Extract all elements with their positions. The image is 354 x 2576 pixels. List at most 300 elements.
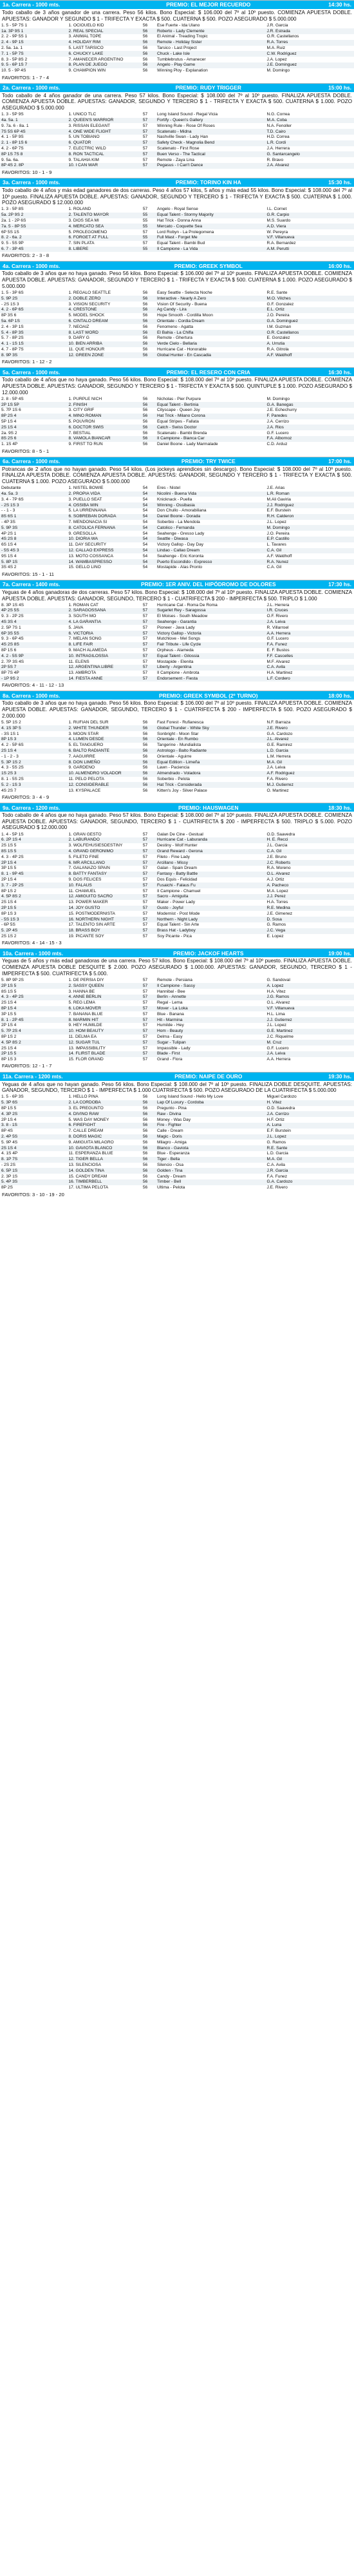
- table-row: [0, 1123, 354, 1129]
- table-row: [0, 1106, 354, 1112]
- table-row: [0, 51, 354, 57]
- table-row: [0, 1185, 354, 1191]
- form-record: 5. 8P 1S: [0, 559, 68, 565]
- jockey: R.E. Sante: [266, 291, 288, 296]
- jockey: J.E. Arias: [266, 486, 285, 491]
- race-number: 6a. Carrera - 1000 mts.: [3, 458, 61, 465]
- pedigree: Remote - Ghertura: [157, 336, 192, 341]
- form-record: 4. 5P 8S 2: [0, 894, 68, 900]
- horse-name: 9. DOS FELICES: [68, 877, 102, 882]
- form-record: 1a. 3P 9S 1: [0, 28, 68, 34]
- table-row: [0, 777, 354, 783]
- table-row: [0, 525, 354, 531]
- pedigree: Endorsement - Fiesta: [156, 676, 266, 682]
- horse-name: 8. CATOLICA FERNANA: [68, 525, 135, 531]
- weight: 54: [135, 537, 156, 542]
- form-record: - 3S 1S 1: [1, 731, 19, 736]
- pedigree: Equal Talent - Gilossia: [156, 653, 266, 659]
- race-header: [0, 368, 354, 376]
- horse-name: 6. FIREFIGHT: [68, 1123, 135, 1129]
- jockey: F.A. Albornoz: [266, 436, 354, 442]
- horse-name: 10. HOM BEAUTY: [68, 1029, 135, 1035]
- pedigree: Sugar - Tulipan: [156, 1040, 266, 1045]
- pedigree: Lap Of Luxury - Cordoba: [156, 1100, 266, 1106]
- weight: 57: [142, 866, 148, 871]
- weight: 57: [142, 207, 148, 212]
- horse-name: 7. BANANA BLUE: [68, 1011, 103, 1016]
- pedigree: Pioneer - Java Lady: [157, 625, 195, 630]
- pedigree: Seahenge - Gresso Lady: [157, 531, 205, 536]
- form-record: 2. 4 - 3P 1S: [1, 324, 24, 329]
- form-record: 1. 5 - 3P 6S: [1, 291, 24, 296]
- weight: 56: [142, 34, 148, 39]
- horse-name: 5. FILETO FINE: [68, 854, 99, 859]
- jockey: F. Paredes: [266, 414, 354, 419]
- table-row: [0, 1129, 354, 1134]
- weight: 56: [135, 307, 156, 313]
- jockey: G.E. Ramirez: [266, 743, 293, 748]
- entries-table: [0, 112, 354, 169]
- horse-name: 11. DELMA EA: [68, 1034, 97, 1039]
- race-number: 2a. Carrera - 1000 mts.: [3, 84, 61, 91]
- horse-name: 8. DON LIMEÑO: [68, 759, 135, 765]
- form-record: 5. 9P 2S: [0, 296, 68, 301]
- table-row: [0, 1163, 354, 1169]
- weight: 57: [135, 928, 156, 934]
- weight: 54: [142, 519, 148, 524]
- pedigree: El Moises - South Meadow: [157, 614, 208, 619]
- entries-table: [0, 396, 354, 447]
- entries-table: [0, 602, 354, 682]
- race-section: [0, 948, 354, 1071]
- horse-name: 16. NORTHERN NIGHT: [68, 917, 135, 922]
- form-record: 5a. 2P 9S 2: [0, 213, 68, 218]
- table-row: [0, 1017, 354, 1023]
- jockey: A.F. Waldhoff: [266, 352, 354, 358]
- weight: 56: [142, 442, 148, 447]
- table-row: [0, 1045, 354, 1051]
- pedigree: Fast Forest - Rufianesca: [157, 720, 204, 725]
- favorites: FAVORITOS: 3 - 10 - 19 - 20: [2, 1191, 64, 1197]
- form-record: 2. 4 - 9P 1S: [0, 40, 68, 46]
- pedigree: Galan - Spain Dream: [157, 866, 197, 871]
- jockey: E. Lopez: [266, 933, 284, 939]
- jockey: R.A. Gitrola: [266, 347, 289, 352]
- weight: 56: [135, 725, 156, 731]
- pedigree: Fenomeno - Agatta: [157, 324, 194, 329]
- form-record: 6P 3S 5S: [0, 631, 68, 636]
- horse-name: 5. UN TOBIANO: [68, 135, 100, 140]
- table-row: [0, 402, 354, 408]
- form-record: 2S 1S 4: [0, 749, 68, 754]
- form-record: 8. 1P 7S: [0, 1157, 68, 1163]
- horse-name: 8. VAMOLA BIANCAR: [68, 436, 135, 442]
- table-row: [0, 978, 354, 984]
- pedigree: Equal Talent - Stormy Majority: [156, 213, 266, 218]
- pedigree: Hope Smooth - Cordilla Moon: [157, 313, 213, 318]
- pedigree: Arcillano - Missy: [156, 860, 266, 866]
- weight: 57: [142, 146, 148, 151]
- weight: 56: [142, 396, 148, 401]
- jockey: G.F. Gonzalez: [266, 301, 294, 307]
- table-row: [0, 28, 354, 34]
- weight: 57: [142, 933, 148, 939]
- table-row: [0, 1011, 354, 1017]
- weight: 56: [135, 414, 156, 419]
- form-record: 1. 1S 4P: [1, 442, 18, 447]
- table-row: [0, 894, 354, 900]
- pedigree: Verde Cielo - Bellaria: [156, 341, 266, 347]
- form-record: 6S 1S 4: [1, 542, 17, 548]
- jockey: R. Bravo: [266, 157, 284, 162]
- horse-name: 1. HELLO PINA: [68, 1094, 98, 1100]
- table-row: [0, 754, 354, 759]
- pedigree: Easy Seattle - Selecta Noche: [157, 291, 212, 296]
- form-record: 4S 3S 4: [0, 620, 68, 625]
- pedigree: Impassible - Lady: [157, 1045, 191, 1051]
- horse-name: 2. FINISH: [68, 402, 135, 408]
- horse-name: 4. OSSIBA WIN: [68, 502, 135, 508]
- weight: 56: [142, 1185, 148, 1190]
- weight: 57: [135, 983, 156, 989]
- entries-table: [0, 207, 354, 252]
- weight: 57: [142, 911, 148, 916]
- form-record: 1. 3 - 5P 9S: [1, 112, 24, 117]
- pedigree: Catolico - Fernanda: [156, 525, 266, 531]
- horse-name: 11. DAY SECURITY: [68, 542, 107, 548]
- horse-name: 5. LA URRENNANA: [68, 508, 107, 513]
- table-row: [0, 1029, 354, 1035]
- race-section: [0, 691, 354, 803]
- horse-name: 2. LABURANDO: [68, 837, 135, 843]
- jockey: J.L. Herrera: [266, 602, 290, 607]
- jockey: L.R. Roman: [266, 491, 354, 497]
- horse-name: 4. CRESTONE: [68, 307, 135, 313]
- jockey: L.F. Cordero: [266, 676, 354, 682]
- horse-name: 7. ELECTRIC WILD: [68, 146, 106, 151]
- jockey: V.F. Villanueva: [266, 235, 354, 241]
- table-row: [0, 514, 354, 520]
- horse-name: 10. BIEN ARRIBA: [68, 341, 135, 347]
- table-row: [0, 648, 354, 654]
- table-row: [0, 631, 354, 636]
- table-row: [0, 989, 354, 995]
- jockey: R.A. Moreno: [266, 866, 291, 871]
- horse-name: 14. GOLDEN TINA: [68, 1168, 135, 1174]
- form-record: 8P 4S 2. 8P: [0, 163, 68, 169]
- weight: 57: [135, 163, 156, 169]
- form-record: 8. 3 - 5P 8S 2: [1, 57, 28, 62]
- jockey: A.A. Herrera: [266, 1057, 291, 1062]
- weight: 56: [142, 1151, 148, 1156]
- table-row: [0, 731, 354, 737]
- pedigree: Angelo - Play Game: [156, 62, 266, 68]
- weight: 56: [142, 313, 148, 318]
- horse-name: 4. ONE WIDE FLIGHT: [68, 129, 135, 135]
- table-row: [0, 163, 354, 169]
- horse-name: 6. LOKA MOVER: [68, 1006, 135, 1012]
- weight: 57: [135, 894, 156, 900]
- jockey: H. E. Recci: [266, 837, 354, 843]
- race-program: [0, 0, 354, 1200]
- weight: 57: [142, 1011, 148, 1016]
- race-header: [0, 262, 354, 270]
- horse-name: 10. DIORIA WA: [68, 537, 135, 542]
- pedigree: Lindao - Callao Dream: [156, 548, 266, 554]
- form-record: 2P 1S 5: [0, 1051, 68, 1057]
- pedigree: Daniel Boone - Lady Marmalade: [157, 442, 218, 447]
- jockey: M.A. Gil: [266, 759, 354, 765]
- form-record: 2. 3P 1S: [1, 1174, 18, 1179]
- horse-name: 4. MERCATO SEA: [68, 224, 135, 229]
- table-row: [0, 843, 354, 849]
- race-header: [0, 803, 354, 812]
- pedigree: Fortify - Queen's Gallery: [156, 118, 266, 124]
- horse-name: 4. DIVINO RAW: [68, 1111, 135, 1117]
- race-section: [0, 0, 354, 83]
- jockey: J.E. Echechurry: [266, 408, 297, 413]
- form-record: 9. 3 - 6P 4S: [1, 636, 24, 642]
- weight: 56: [142, 1094, 148, 1100]
- table-row: [0, 1145, 354, 1151]
- form-record: 7a. 5 - 8P 5S: [0, 224, 68, 229]
- weight: 57: [142, 241, 148, 246]
- form-record: 2S 1S 4: [0, 1145, 68, 1151]
- pedigree: Mostapide - Alas Pronto: [157, 565, 203, 570]
- form-record: - 5S 4S 3: [0, 548, 68, 554]
- table-row: [0, 68, 354, 74]
- horse-name: 8. LIBERE: [68, 247, 135, 253]
- horse-name: 17. ULTIMA PELOTA: [68, 1185, 109, 1190]
- pedigree: Equal Talent - Bertinia: [156, 402, 266, 408]
- horse-name: 1. OCIOUELO KID: [68, 23, 104, 28]
- race-time: 16:30 hs.: [328, 368, 351, 376]
- jockey: J.C. Riquelme: [266, 1034, 293, 1039]
- race-conditions: Todo caballo de 4 años que no haya ganado. Peso 56 kilos. Bono Especial: $ 108.000 del 7º al 10º puesto. FINALIZA APUESTA DOBLE. COMIENZA APUESTA DOBLE. APUESTAS: GANADOR, SEGUNDO Y TERCERO $ 1 - TRIFECTA Y EXACTA $ 500. QUINTUPLE $ 1.000. POZO ASEGURADO $ 12.000.000: [2, 377, 352, 396]
- weight: 56: [135, 296, 156, 301]
- weight: 56: [135, 1123, 156, 1129]
- jockey: M. Domingo: [266, 68, 290, 73]
- form-record: 5. 9P 3S: [0, 525, 68, 531]
- weight: 57: [135, 1051, 156, 1057]
- horse-name: 4. GRAND GERONIMO: [68, 849, 135, 855]
- jockey: E.F. Burstein: [266, 1129, 291, 1134]
- form-record: 4P 2S 5S: [0, 608, 68, 614]
- jockey: H.A. Martinez: [266, 671, 293, 676]
- weight: 56: [142, 291, 148, 296]
- form-record: - 2S 2S: [1, 1163, 15, 1167]
- weight: 54: [135, 491, 156, 497]
- horse-name: 3. MOON STAR: [68, 731, 99, 736]
- weight: 56: [142, 347, 148, 352]
- horse-name: 7. MENDONACIA SI: [68, 519, 107, 524]
- pedigree: Vision Of Security - Buena: [157, 301, 207, 307]
- horse-name: 4. MINO ROMAN: [68, 414, 135, 419]
- weight: 56: [135, 402, 156, 408]
- jockey: L.R. Cordi: [266, 140, 354, 146]
- weight: 54: [142, 565, 148, 570]
- form-record: 3. 8 - 1S: [0, 1123, 68, 1129]
- pedigree: Soberbio - Pelota: [157, 777, 190, 781]
- table-row: [0, 291, 354, 296]
- weight: 57: [135, 642, 156, 648]
- pedigree: Daniel Boone - Dorada: [156, 514, 266, 520]
- pedigree: Candy - Dream: [157, 1174, 186, 1179]
- pedigree: Mercato - Coquette Sea: [156, 224, 266, 229]
- form-record: 8P 1S 3: [0, 737, 68, 743]
- horse-name: 9. AMIGUITA MILAGRO: [68, 1140, 114, 1145]
- table-row: [0, 665, 354, 671]
- weight: 56: [142, 46, 148, 51]
- horse-name: 8. LAST WORD: [68, 330, 135, 336]
- horse-name: 13. SILENCIOSA: [68, 1163, 102, 1167]
- table-row: [0, 771, 354, 777]
- horse-name: 11. QUE HONOUR: [68, 347, 105, 352]
- horse-name: 3. SOUTH MO: [68, 614, 97, 619]
- weight: 56: [135, 1100, 156, 1106]
- table-row: [0, 934, 354, 940]
- weight: 56: [142, 788, 148, 793]
- weight: 56: [142, 336, 148, 341]
- race-time: 18:30 hs.: [328, 804, 351, 811]
- jockey: N.G. Correa: [266, 112, 290, 117]
- pedigree: Il Campione - La Vida: [156, 247, 266, 253]
- pedigree: Chuck - Lake Isle: [156, 51, 266, 57]
- pedigree: Global Hunter - En Cascadia: [156, 352, 266, 358]
- table-row: [0, 849, 354, 855]
- pedigree: Buen Verso - The Tactical: [156, 151, 266, 157]
- form-record: 8P 1S 3: [1, 911, 17, 916]
- table-row: [0, 224, 354, 229]
- table-row: [0, 548, 354, 554]
- favorites: FAVORITOS: 12 - 1 - 7: [2, 1063, 52, 1069]
- form-record: 2P 1S 4: [1, 877, 17, 882]
- weight: 57: [142, 1045, 148, 1051]
- race-section: [0, 803, 354, 948]
- horse-name: 3. WOLFEHUSIESDESTINY: [68, 843, 123, 848]
- pedigree: Victory Gallop - Day Day: [157, 542, 204, 548]
- horse-name: 13. KYSPALACE: [68, 788, 101, 793]
- pedigree: Angelo - Royal Sense: [157, 207, 198, 212]
- table-row: [0, 1100, 354, 1106]
- pedigree: Long Island Sound - Hello My Love: [157, 1094, 223, 1100]
- weight: 57: [135, 665, 156, 671]
- jockey: E. F. Bustos: [266, 648, 290, 653]
- horse-name: 7. AMANECER ARGENTINO: [68, 57, 124, 62]
- weight: 56: [135, 51, 156, 57]
- weight: 56: [135, 1145, 156, 1151]
- weight: 57: [142, 877, 148, 882]
- horse-name: 2. PROPIA VIDA: [68, 491, 135, 497]
- jockey: J.A. Leiva: [266, 1051, 354, 1057]
- jockey: J.A. Cerrizo: [266, 419, 289, 424]
- jockey: O.R. Castellanos: [266, 330, 354, 336]
- jockey: M.A. Ruiz: [266, 46, 286, 51]
- horse-name: 4. LA GARANTIA: [68, 620, 135, 625]
- race-number: 9a. Carrera - 1200 mts.: [3, 804, 61, 811]
- horse-name: 2. QUEEN'S WARRIOR: [68, 118, 135, 124]
- weight: 56: [142, 731, 148, 736]
- weight: 54: [135, 548, 156, 554]
- table-row: [0, 782, 354, 788]
- form-record: 1. 3 - 5P 8S: [1, 207, 24, 212]
- jockey: L.D. Garcia: [266, 1151, 288, 1156]
- jockey: L. Tavares: [266, 542, 286, 548]
- pedigree: Tiger - Bella: [156, 1157, 266, 1163]
- table-row: [0, 436, 354, 442]
- jockey: O.L. Alvarez: [266, 1000, 290, 1006]
- horse-name: 5. WAS DAY MONEY: [68, 1117, 109, 1122]
- pedigree: Grand Reward - Gerona: [156, 849, 266, 855]
- horse-name: 3. RISSAN ELEGANT: [68, 123, 110, 128]
- weight: 54: [135, 559, 156, 565]
- pedigree: Ese Fuerte - Ida Ulano: [157, 23, 200, 28]
- jockey: J.L. Lopez: [266, 519, 286, 524]
- form-record: 5. 3P 1S 2: [0, 759, 68, 765]
- table-row: [0, 877, 354, 883]
- horse-name: 1. RUFIAN DEL SUR: [68, 720, 109, 725]
- race-header: [0, 457, 354, 466]
- table-row: [0, 319, 354, 325]
- form-record: 4. 3 - 4P 2S: [0, 995, 68, 1000]
- race-prize: PREMIO: EL MEJOR RECUERDO: [166, 1, 251, 8]
- race-time: 16:00 hs.: [328, 262, 351, 269]
- weight: 56: [142, 1129, 148, 1134]
- pedigree: Il Campione - Chamuel: [157, 888, 201, 893]
- form-record: - 5S 1S 3: [0, 917, 68, 922]
- form-record: 2. 5a. 1a. 1: [1, 46, 23, 51]
- weight: 56: [135, 1111, 156, 1117]
- pedigree: Dos Equis - Felicidad: [157, 877, 198, 882]
- horse-name: 12. AMIGUITO SACRO: [68, 894, 135, 900]
- form-record: 9. 7a. 6 - 8a. 1: [1, 123, 29, 128]
- jockey: J.E. Rivero: [266, 725, 354, 731]
- horse-name: 3. VISION SECURITY: [68, 301, 111, 307]
- jockey: A. Lopez: [266, 983, 354, 989]
- form-record: 7. 1 - 5P 7S: [0, 51, 68, 57]
- jockey: D. Sosa: [266, 917, 354, 922]
- table-row: [0, 414, 354, 419]
- pedigree: Hurricane Cat - Honorable: [157, 347, 207, 352]
- table-row: [0, 336, 354, 341]
- jockey: R.A. Nunez: [266, 559, 354, 565]
- weight: 56: [142, 743, 148, 748]
- weight: 55: [135, 224, 156, 229]
- form-record: 4. 2 - 5S 9P: [0, 653, 68, 659]
- race-header: [0, 949, 354, 957]
- weight: 56: [142, 301, 148, 307]
- table-row: [0, 625, 354, 631]
- form-record: 2a. 1 - 2P 6S: [1, 218, 26, 224]
- table-row: [0, 928, 354, 934]
- table-row: [0, 430, 354, 436]
- jockey: M.A. Coba: [266, 118, 354, 124]
- pedigree: Seattle - Diwasa: [156, 537, 266, 542]
- form-record: 5. 4P 3S: [0, 1179, 68, 1185]
- form-record: 6. 2P 1S 4: [0, 837, 68, 843]
- pedigree: Cityscape - Queen Joy: [157, 408, 200, 413]
- horse-name: 3. ANIMAL TOPE: [68, 34, 102, 39]
- form-record: 5. 9P 4S: [1, 1140, 18, 1145]
- table-row: [0, 352, 354, 358]
- form-record: 8. 1 - 2P 4S: [0, 1017, 68, 1023]
- form-record: 5. 4 - 8P 3S: [0, 330, 68, 336]
- pedigree: Soy Picante - Pica: [157, 933, 192, 939]
- pedigree: Seahenge - Eric Koronta: [157, 553, 204, 558]
- jockey: V.F. Villanueva: [266, 1006, 354, 1012]
- form-record: 2S 1S 4: [1, 1045, 17, 1051]
- form-record: 4. 1S 3P 5: [0, 725, 68, 731]
